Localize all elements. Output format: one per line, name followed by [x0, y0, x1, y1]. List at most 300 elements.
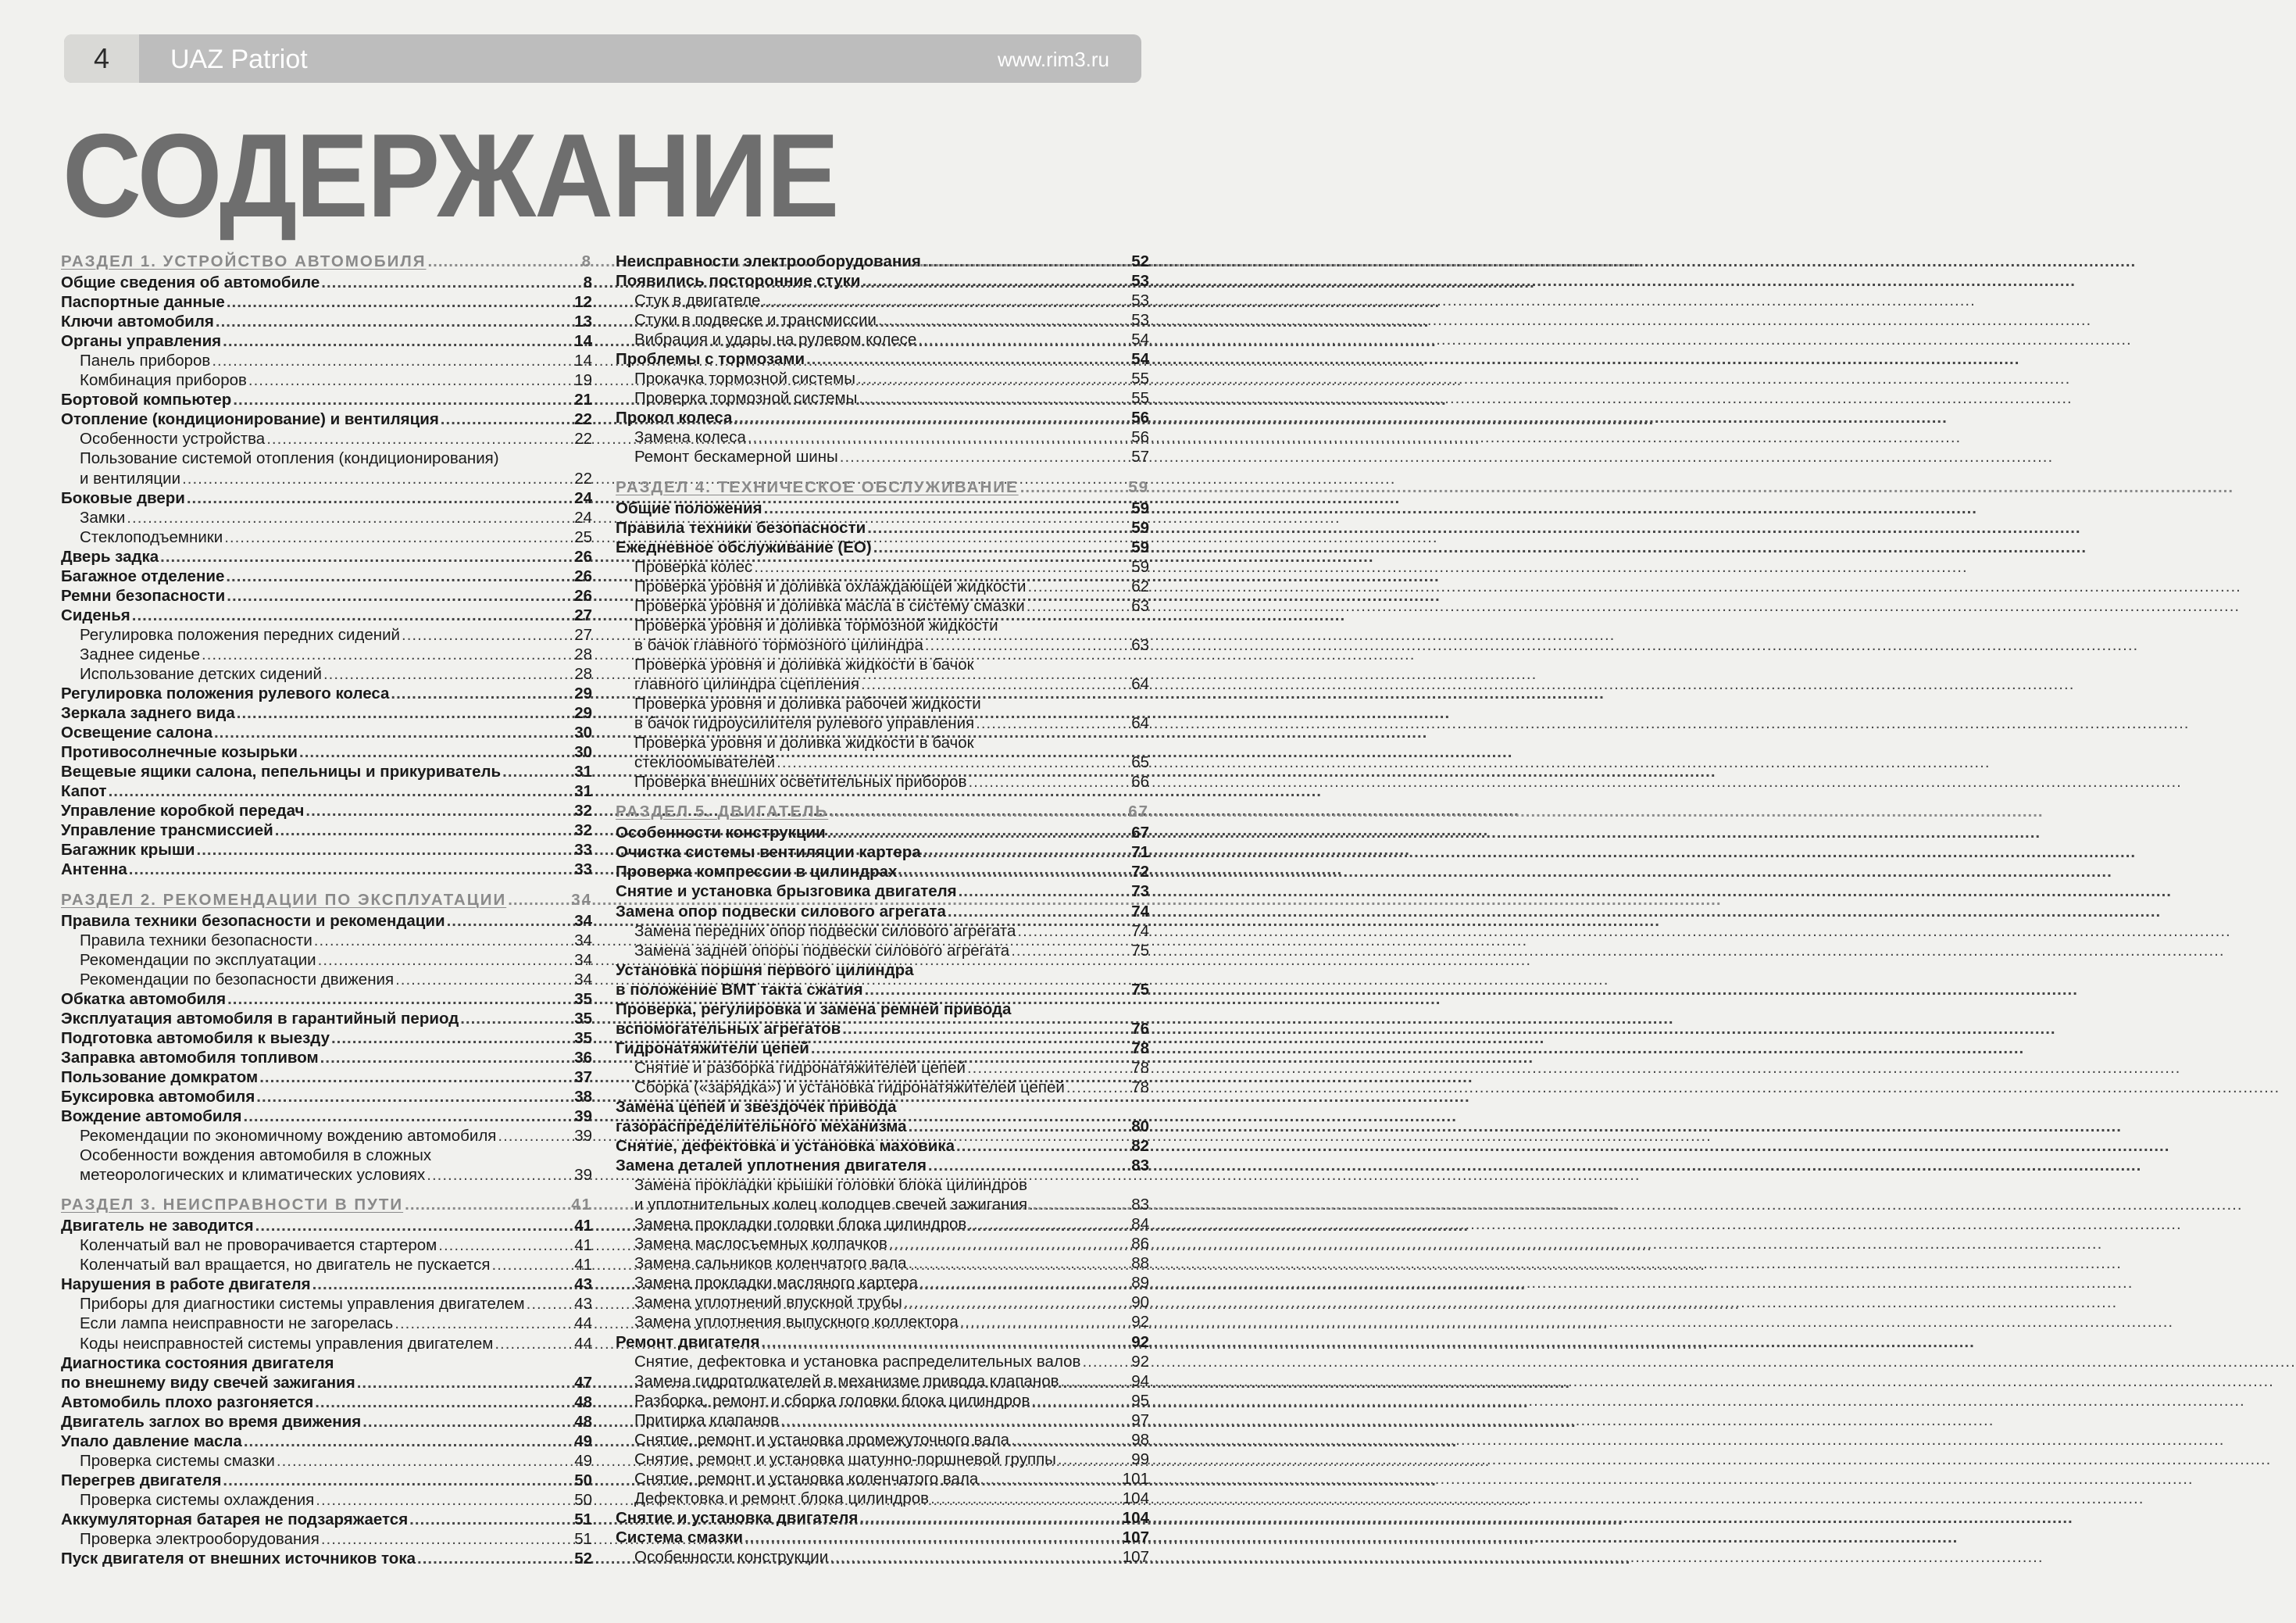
toc-entry[interactable]: [61, 1490, 592, 1510]
toc-entry-title: Коленчатый вал не проворачивается стартером: [80, 1236, 437, 1255]
toc-page-number: 52: [1131, 252, 1149, 270]
toc-entry[interactable]: [616, 1469, 1149, 1489]
toc-entry-title: Рекомендации по безопасности движения: [80, 970, 395, 988]
toc-entry[interactable]: [616, 713, 1149, 733]
toc-page-number: 47: [574, 1373, 592, 1392]
toc-entry[interactable]: [61, 1165, 592, 1185]
toc-entry[interactable]: [61, 1510, 592, 1529]
toc-entry[interactable]: [61, 1353, 592, 1373]
dot-leader: [1082, 1352, 1130, 1371]
toc-entry-title: Замена прокладки масляного картера: [634, 1274, 919, 1292]
toc-entry[interactable]: [61, 488, 592, 508]
toc-entry[interactable]: [61, 527, 592, 547]
toc-entry-title: Замена опор подвески силового агрегата: [616, 902, 946, 921]
toc-entry-title: Особенности конструкции: [616, 824, 826, 842]
toc-entry[interactable]: [616, 408, 1149, 427]
toc-page-number: 35: [574, 1009, 592, 1028]
toc-entry[interactable]: [616, 1117, 1149, 1136]
dot-leader: [840, 447, 1130, 467]
book-title: UAZ Patriot: [170, 45, 308, 74]
toc-page-number: 67: [1131, 824, 1149, 842]
toc-entry[interactable]: [616, 881, 1149, 901]
toc-entry[interactable]: [616, 291, 1149, 310]
toc-page-number: 29: [574, 704, 592, 723]
toc-entry[interactable]: [61, 1412, 592, 1432]
toc-entry[interactable]: [616, 1214, 1149, 1234]
dot-leader: [959, 881, 1130, 901]
toc-page-number: 55: [1131, 389, 1149, 408]
dot-leader: [1011, 1430, 1130, 1450]
toc-entry[interactable]: [61, 1028, 592, 1048]
toc-entry-title: Ремонт двигателя: [616, 1332, 760, 1351]
toc-entry-title: Установка поршня первого цилиндра: [616, 960, 914, 979]
dot-leader: [780, 1410, 1130, 1430]
toc-entry[interactable]: [61, 273, 592, 292]
toc-entry[interactable]: [616, 1352, 1149, 1371]
toc-section-heading[interactable]: [616, 477, 1149, 497]
dot-leader: [447, 911, 573, 931]
toc-entry[interactable]: [616, 941, 1149, 960]
dot-leader: [889, 1234, 1130, 1253]
toc-page-number: 31: [574, 782, 592, 801]
toc-page-number: 82: [1131, 1137, 1149, 1156]
page-title: СОДЕРЖАНИЕ: [62, 109, 838, 242]
toc-entry[interactable]: [616, 772, 1149, 792]
toc-page-number: 75: [1131, 941, 1149, 960]
toc-entry[interactable]: [61, 1255, 592, 1274]
toc-entry[interactable]: [616, 1175, 1149, 1195]
toc-entry-title: в бачок гидроусилителя рулевого управления: [634, 714, 975, 733]
toc-page-number: 29: [574, 685, 592, 703]
dot-leader: [842, 1019, 1130, 1039]
toc-entry[interactable]: [61, 1314, 592, 1333]
toc-entry[interactable]: [61, 547, 592, 567]
toc-entry-title: Притирка клапанов: [634, 1410, 780, 1429]
toc-entry-title: Проверка уровня и доливка жидкости в бачок: [634, 734, 974, 753]
toc-page-number: 50: [574, 1490, 592, 1509]
dot-leader: [277, 1451, 573, 1471]
dot-leader: [202, 645, 573, 664]
toc-entry[interactable]: [616, 902, 1149, 921]
toc-entry-title: Зеркала заднего вида: [61, 704, 235, 723]
toc-page-number: 92: [1131, 1352, 1149, 1371]
toc-entry[interactable]: [61, 469, 592, 488]
toc-entry-title: главного цилиндра сцепления: [634, 674, 860, 693]
toc-entry[interactable]: [61, 1216, 592, 1235]
toc-entry[interactable]: [616, 674, 1149, 694]
dot-leader: [305, 801, 573, 820]
toc-entry[interactable]: [61, 429, 592, 449]
toc-page-number: 48: [574, 1392, 592, 1411]
toc-page-number: 95: [1131, 1391, 1149, 1410]
toc-entry[interactable]: [61, 989, 592, 1009]
toc-entry[interactable]: [616, 753, 1149, 772]
toc-entry[interactable]: [616, 349, 1149, 369]
toc-entry[interactable]: [616, 823, 1149, 842]
toc-page-number: 74: [1131, 921, 1149, 940]
toc-entry-title: Проверка внешних осветительных приборов: [634, 773, 967, 792]
toc-page-number: 44: [574, 1314, 592, 1333]
toc-entry[interactable]: [61, 331, 592, 351]
dot-leader: [909, 1117, 1130, 1136]
toc-entry[interactable]: [616, 1136, 1149, 1156]
toc-entry[interactable]: [61, 723, 592, 742]
toc-page-number: 50: [574, 1471, 592, 1489]
toc-entry[interactable]: [616, 388, 1149, 408]
toc-entry[interactable]: [616, 1292, 1149, 1312]
dot-leader: [960, 1312, 1130, 1332]
dot-leader: [427, 1165, 573, 1185]
dot-leader: [865, 980, 1130, 999]
dot-leader: [878, 310, 1130, 330]
toc-entry[interactable]: [61, 684, 592, 703]
dot-leader: [460, 1009, 573, 1028]
toc-page-number: 34: [571, 890, 592, 909]
toc-entry-title: Общие положения: [616, 499, 762, 517]
toc-entry[interactable]: [61, 1235, 592, 1255]
toc-page-number: 41: [574, 1236, 592, 1255]
toc-entry[interactable]: [61, 1274, 592, 1294]
dot-leader: [256, 1087, 573, 1106]
toc-entry[interactable]: [616, 310, 1149, 330]
toc-entry[interactable]: [616, 1391, 1149, 1410]
dot-leader: [323, 664, 573, 684]
toc-page-number: 41: [574, 1217, 592, 1235]
toc-entry[interactable]: [616, 1508, 1149, 1528]
toc-entry[interactable]: [616, 733, 1149, 753]
toc-entry-title: Ремни безопасности: [61, 586, 226, 605]
dot-leader: [127, 508, 573, 527]
toc-entry[interactable]: [616, 369, 1149, 388]
toc-entry[interactable]: [61, 1009, 592, 1028]
toc-page-number: 104: [1122, 1489, 1149, 1507]
toc-entry[interactable]: [61, 1451, 592, 1471]
toc-entry-title: Заправка автомобиля топливом: [61, 1048, 319, 1067]
toc-entry-title: Проверка системы охлаждения: [80, 1490, 315, 1509]
toc-entry[interactable]: [61, 1529, 592, 1549]
toc-page-number: 83: [1131, 1156, 1149, 1175]
dot-leader: [1017, 921, 1130, 941]
toc-entry[interactable]: [616, 1039, 1149, 1058]
toc-page-number: 35: [574, 1028, 592, 1047]
site-url[interactable]: www.rim3.ru: [997, 48, 1109, 71]
toc-entry-title: стеклоомывателей: [634, 753, 776, 772]
toc-entry[interactable]: [616, 538, 1149, 557]
toc-entry[interactable]: [61, 645, 592, 664]
toc-page-number: 64: [1131, 714, 1149, 733]
dot-leader: [495, 1334, 573, 1353]
toc-entry[interactable]: [61, 390, 592, 409]
dot-leader: [948, 902, 1130, 921]
toc-entry[interactable]: [61, 1048, 592, 1067]
toc-entry-title: Двигатель заглох во время движения: [61, 1412, 362, 1431]
toc-page-number: 24: [574, 508, 592, 527]
dot-leader: [362, 1412, 573, 1432]
toc-entry[interactable]: [61, 781, 592, 801]
toc-entry[interactable]: [61, 801, 592, 820]
toc-entry-title: Регулировка положения рулевого колеса: [61, 685, 390, 703]
toc-entry-title: Очистка системы вентиляции картера: [616, 843, 921, 862]
toc-entry-title: Проверка тормозной системы: [634, 389, 858, 408]
toc-page-number: 24: [574, 488, 592, 507]
toc-entry-title: Правила техники безопасности: [616, 518, 866, 537]
dot-leader: [811, 1039, 1130, 1058]
toc-entry[interactable]: [61, 1432, 592, 1451]
toc-entry[interactable]: [61, 1294, 592, 1314]
toc-entry[interactable]: [61, 1334, 592, 1353]
toc-entry[interactable]: [61, 449, 592, 468]
toc-page-number: 53: [1131, 272, 1149, 291]
toc-page-number: 66: [1131, 773, 1149, 792]
toc-entry[interactable]: [616, 1253, 1149, 1273]
toc-entry[interactable]: [61, 1373, 592, 1392]
toc-entry[interactable]: [61, 1392, 592, 1412]
toc-entry[interactable]: [616, 1156, 1149, 1175]
toc-entry[interactable]: [61, 508, 592, 527]
toc-entry-title: Снятие, дефектовка и установка распределительных валов: [634, 1352, 1081, 1371]
toc-page-number: 59: [1131, 518, 1149, 537]
dot-leader: [764, 499, 1130, 518]
toc-entry[interactable]: [61, 950, 592, 970]
toc-entry[interactable]: [616, 616, 1149, 635]
toc-entry[interactable]: [61, 762, 592, 781]
toc-page-number: 49: [574, 1432, 592, 1450]
toc-entry[interactable]: [61, 742, 592, 762]
toc-entry[interactable]: [616, 960, 1149, 980]
dot-leader: [224, 527, 573, 547]
toc-page-number: 59: [1128, 477, 1149, 496]
toc-entry[interactable]: [616, 1528, 1149, 1547]
toc-entry[interactable]: [616, 1430, 1149, 1450]
toc-entry[interactable]: [61, 606, 592, 625]
dot-leader: [248, 370, 573, 390]
toc-entry-title: Гидронатяжители цепей: [616, 1039, 809, 1057]
toc-entry[interactable]: [616, 999, 1149, 1019]
toc-entry[interactable]: [616, 557, 1149, 577]
dot-leader: [806, 349, 1130, 369]
toc-entry-title: Эксплуатация автомобиля в гарантийный период: [61, 1009, 459, 1028]
toc-entry[interactable]: [616, 271, 1149, 291]
toc-entry[interactable]: [616, 1078, 1149, 1097]
toc-entry[interactable]: [61, 970, 592, 989]
toc-page-number: 41: [574, 1256, 592, 1274]
toc-page-number: 88: [1131, 1254, 1149, 1273]
toc-page-number: 59: [1131, 557, 1149, 576]
toc-entry-title: Особенности вождения автомобиля в сложных: [80, 1146, 432, 1165]
toc-entry[interactable]: [616, 499, 1149, 518]
toc-entry-title: Особенности конструкции: [634, 1548, 829, 1567]
toc-entry[interactable]: [616, 596, 1149, 616]
toc-entry[interactable]: [61, 703, 592, 723]
dot-leader: [734, 408, 1130, 427]
toc-entry[interactable]: [616, 1450, 1149, 1469]
toc-entry-title: РАЗДЕЛ 5. ДВИГАТЕЛЬ: [616, 803, 829, 821]
toc-entry-title: Замена задней опоры подвески силового агрегата: [634, 941, 1010, 960]
toc-entry-title: Освещение салона: [61, 724, 212, 742]
toc-entry[interactable]: [61, 351, 592, 370]
toc-entry[interactable]: [61, 820, 592, 840]
toc-entry[interactable]: [616, 862, 1149, 881]
toc-page-number: 26: [574, 586, 592, 605]
toc-entry[interactable]: [61, 840, 592, 860]
toc-page-number: 21: [574, 391, 592, 409]
toc-page-number: 53: [1131, 291, 1149, 310]
dot-leader: [980, 1469, 1121, 1489]
toc-section-heading[interactable]: [61, 1195, 592, 1214]
toc-entry[interactable]: [61, 312, 592, 331]
toc-page-number: 75: [1131, 980, 1149, 999]
toc-entry[interactable]: [616, 635, 1149, 655]
toc-page-number: 101: [1122, 1469, 1149, 1488]
toc-page-number: 22: [574, 410, 592, 429]
toc-left-column: [61, 252, 592, 1568]
toc-entry[interactable]: [616, 330, 1149, 349]
toc-page-number: 39: [574, 1127, 592, 1146]
toc-entry-title: Рекомендации по эксплуатации: [80, 950, 316, 969]
toc-entry[interactable]: [61, 567, 592, 586]
toc-entry[interactable]: [616, 655, 1149, 674]
toc-entry-title: Снятие, ремонт и установка промежуточного вала: [634, 1430, 1010, 1449]
toc-entry[interactable]: [61, 1146, 592, 1165]
toc-entry-title: Снятие и разборка гидронатяжителей цепей: [634, 1058, 966, 1077]
toc-entry[interactable]: [616, 1019, 1149, 1039]
toc-page-number: 22: [574, 430, 592, 449]
toc-entry[interactable]: [616, 1195, 1149, 1214]
toc-page-number: 33: [574, 860, 592, 879]
dot-leader: [402, 625, 573, 645]
dot-leader: [244, 1432, 573, 1451]
toc-section-heading[interactable]: [61, 252, 592, 271]
toc-entry-title: РАЗДЕЛ 4. ТЕХНИЧЕСКОЕ ОБСЛУЖИВАНИЕ: [616, 477, 1019, 496]
dot-leader: [1011, 941, 1130, 960]
dot-leader: [315, 1392, 573, 1412]
dot-leader: [748, 427, 1130, 447]
toc-page-number: 8: [583, 273, 592, 292]
dot-leader: [391, 684, 573, 703]
toc-entry[interactable]: [61, 586, 592, 606]
toc-entry-title: Проверка электрооборудования: [80, 1530, 320, 1548]
toc-page-number: 26: [574, 567, 592, 585]
dot-leader: [1029, 1195, 1130, 1214]
toc-entry-title: Нарушения в работе двигателя: [61, 1275, 311, 1294]
toc-entry[interactable]: [61, 370, 592, 390]
toc-entry[interactable]: [616, 842, 1149, 862]
dot-leader: [527, 1294, 573, 1314]
toc-entry[interactable]: [61, 664, 592, 684]
toc-entry[interactable]: [616, 252, 1149, 271]
toc-entry[interactable]: [616, 1312, 1149, 1332]
toc-page-number: 48: [574, 1412, 592, 1431]
toc-entry-title: Дефектовка и ремонт блока цилиндров: [634, 1489, 930, 1507]
dot-leader: [441, 409, 573, 429]
toc-page-number: 65: [1131, 753, 1149, 772]
toc-entry-title: Замена прокладки крышки головки блока цилиндров: [634, 1176, 1027, 1195]
toc-entry-title: Диагностика состояния двигателя: [61, 1353, 334, 1372]
toc-page-number: 35: [574, 989, 592, 1008]
toc-entry[interactable]: [616, 1273, 1149, 1292]
toc-entry[interactable]: [616, 427, 1149, 447]
toc-entry[interactable]: [616, 694, 1149, 713]
toc-page-number: 34: [574, 911, 592, 930]
toc-entry[interactable]: [61, 860, 592, 879]
toc-entry-title: Паспортные данные: [61, 293, 225, 312]
toc-entry-title: Появились посторонние стуки: [616, 272, 861, 291]
toc-entry[interactable]: [61, 625, 592, 645]
toc-entry[interactable]: [61, 931, 592, 950]
toc-page-number: 13: [574, 313, 592, 331]
toc-page-number: 62: [1131, 577, 1149, 595]
toc-page-number: 94: [1131, 1371, 1149, 1390]
toc-page-number: 32: [574, 802, 592, 820]
toc-entry[interactable]: [616, 1489, 1149, 1508]
toc-entry[interactable]: [616, 1410, 1149, 1430]
dot-leader: [1020, 477, 1127, 497]
toc-page-number: 74: [1131, 902, 1149, 921]
toc-entry[interactable]: [616, 980, 1149, 999]
toc-page-number: 28: [574, 645, 592, 663]
toc-section-heading[interactable]: [616, 802, 1149, 821]
toc-entry[interactable]: [616, 1332, 1149, 1352]
toc-entry[interactable]: [61, 292, 592, 312]
toc-entry-title: Проверка уровня и доливка рабочей жидкости: [634, 695, 981, 713]
toc-section-heading[interactable]: [61, 890, 592, 910]
toc-entry[interactable]: [61, 409, 592, 429]
toc-entry-title: Заднее сиденье: [80, 645, 201, 663]
toc-page-number: 51: [574, 1530, 592, 1548]
toc-entry[interactable]: [616, 577, 1149, 596]
toc-page-number: 73: [1131, 882, 1149, 901]
toc-page-number: 76: [1131, 1019, 1149, 1038]
toc-entry-title: Замена сальников коленчатого вала: [634, 1254, 907, 1273]
toc-entry[interactable]: [61, 1471, 592, 1490]
toc-entry-title: Аккумуляторная батарея не подзаряжается: [61, 1510, 409, 1528]
dot-leader: [227, 989, 573, 1009]
toc-entry[interactable]: [61, 1067, 592, 1087]
toc-entry[interactable]: [616, 1097, 1149, 1117]
toc-entry[interactable]: [61, 1087, 592, 1106]
toc-page-number: 56: [1131, 428, 1149, 447]
toc-entry-title: Сиденья: [61, 606, 130, 624]
toc-entry[interactable]: [61, 1106, 592, 1126]
toc-entry[interactable]: [616, 1058, 1149, 1078]
toc-page-number: 63: [1131, 635, 1149, 654]
toc-page-number: 32: [574, 821, 592, 840]
dot-leader: [417, 1549, 573, 1568]
toc-entry-title: Рекомендации по экономичному вождению автомобиля: [80, 1127, 497, 1146]
toc-entry-title: Упало давление масла: [61, 1432, 242, 1450]
toc-entry-title: Двигатель не заводится: [61, 1217, 254, 1235]
toc-entry-title: Если лампа неисправности не загорелась: [80, 1314, 394, 1333]
toc-entry[interactable]: [616, 447, 1149, 467]
toc-entry-title: Сборка («зарядка») и установка гидронатяжителей цепей: [634, 1078, 1065, 1096]
toc-page-number: 30: [574, 743, 592, 762]
toc-entry-title: в бачок главного тормозного цилиндра: [634, 635, 923, 654]
toc-page-number: 8: [581, 252, 592, 270]
toc-entry[interactable]: [616, 1547, 1149, 1567]
dot-leader: [754, 557, 1130, 577]
toc-entry[interactable]: [616, 518, 1149, 538]
toc-page-number: 34: [574, 950, 592, 969]
toc-entry[interactable]: [616, 1371, 1149, 1391]
toc-entry[interactable]: [61, 911, 592, 931]
toc-entry-title: Особенности устройства: [80, 430, 266, 449]
toc-entry[interactable]: [616, 1234, 1149, 1253]
toc-entry[interactable]: [61, 1126, 592, 1146]
toc-entry-title: Разборка, ремонт и сборка головки блока цилиндров: [634, 1391, 1030, 1410]
toc-entry[interactable]: [61, 1549, 592, 1568]
toc-entry[interactable]: [616, 921, 1149, 941]
toc-page-number: 37: [574, 1067, 592, 1086]
